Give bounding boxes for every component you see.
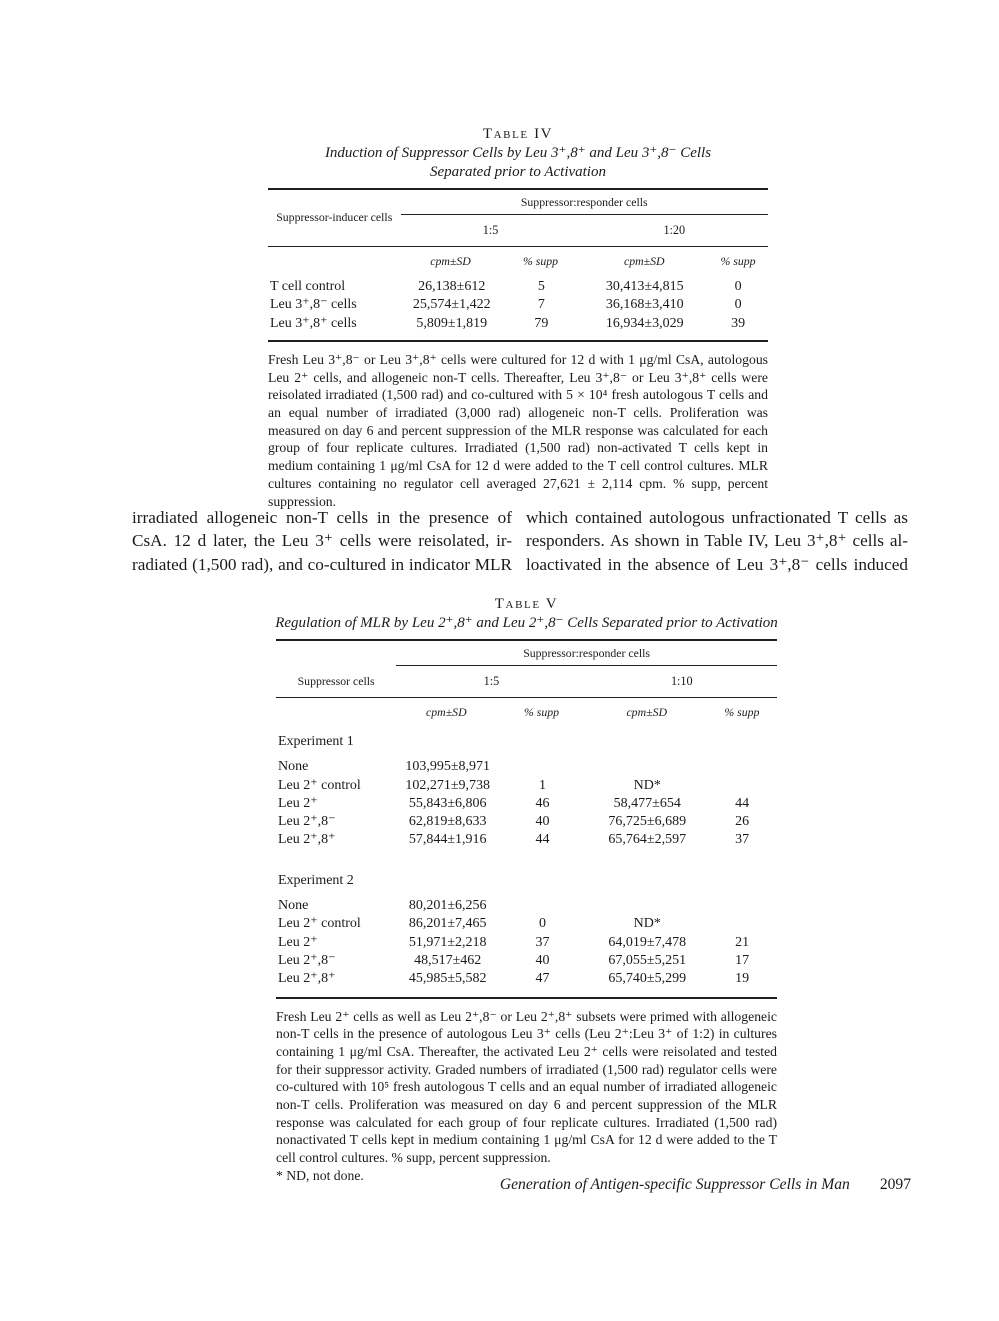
cell-cpm: ND* — [633, 916, 661, 932]
cell-supp: 46 — [535, 795, 550, 811]
cell-supp — [498, 897, 588, 915]
body-line: irradiated allogeneic non-T cells in the presence of — [132, 508, 512, 527]
body-line: radiated (1,500 rad), and co-cultured in indicator MLR — [132, 554, 512, 574]
cell-cpm: 5,809±1,819 — [416, 315, 488, 331]
table-v-colhead-supp-2: % supp — [724, 705, 760, 719]
table-v-colhead-empty — [276, 698, 396, 725]
experiment-1-label: Experiment 1 — [278, 734, 354, 749]
cell-cpm: 16,934±3,029 — [605, 315, 684, 331]
cell-cpm: 30,413±4,815 — [605, 279, 684, 294]
cell-cpm: 48,517±462 — [414, 952, 482, 968]
table-row — [268, 296, 768, 314]
table-v-section — [276, 596, 777, 1185]
cell-supp: 40 — [535, 814, 550, 830]
table-row — [276, 777, 777, 795]
cell-supp — [498, 758, 588, 776]
cell-supp: 44 — [735, 795, 750, 811]
table-v-colhead-cpm-1: cpm±SD — [426, 705, 467, 719]
body-line: loactivated in the absence of Leu 3⁺,8⁻ cells induced — [526, 554, 908, 574]
cell-cpm: 45,985±5,582 — [408, 971, 487, 987]
table-v-caption — [276, 596, 777, 633]
table-iv-label: Table IV — [482, 126, 554, 142]
table-row — [276, 915, 777, 933]
cell-cpm: 26,138±612 — [418, 279, 486, 294]
row-label: Leu 2⁺,8⁻ — [278, 814, 336, 830]
table-row — [276, 934, 777, 952]
cell-supp: 21 — [735, 934, 750, 950]
row-label: None — [278, 759, 309, 775]
cell-cpm: 103,995±8,971 — [405, 759, 490, 775]
table-iv-column-headers — [268, 247, 768, 274]
table-row — [276, 897, 777, 915]
table-iv-footnote: Fresh Leu 3⁺,8⁻ or Leu 3⁺,8⁺ cells were cultured for 12 d with 1 μg/ml CsA, autologous Leu 2⁺ cells, and allogeneic non-T cells. Thereafter, Leu 3⁺,8⁻ or Leu 3⁺,8⁺ cells were reisolated irradiated (1,500 rad) and co-cultured with 5 × 10⁴ fresh autologous T cells and an equal number of irradiated (3,000 rad) allogeneic non-T cells. Proliferation was measured on day 6 and percent suppression of the MLR response was calculated for each group of four replicate cultures. Irradiated (1,500 rad) non-activated T cells kept in medium containing 1 μg/ml CsA for 12 d were added to the T cell control cultures. MLR cultures containing no regulator cell averaged 27,621 ± 2,114 cpm. % supp, percent suppression. — [268, 351, 768, 509]
table-v-stub-header: Suppressor cells — [297, 673, 375, 688]
cell-supp: 39 — [731, 315, 746, 331]
cell-cpm: 102,271±9,738 — [405, 777, 490, 793]
body-line: CsA. 12 d later, the Leu 3⁺ cells were reisolated, ir- — [132, 531, 512, 551]
row-label: None — [278, 898, 309, 914]
cell-cpm: 36,168±3,410 — [605, 297, 684, 313]
body-text — [132, 506, 908, 576]
page-number: 2097 — [879, 1176, 911, 1193]
cell-cpm: 25,574±1,422 — [412, 297, 491, 313]
experiment-2-label: Experiment 2 — [278, 872, 354, 888]
table-row — [276, 813, 777, 831]
table-v-header — [276, 641, 777, 697]
cell-supp: 37 — [535, 934, 550, 950]
table-v-colhead-supp-1: % supp — [523, 705, 560, 719]
cell-supp: 19 — [735, 971, 750, 987]
table-v-footnote: Fresh Leu 2⁺ cells as well as Leu 2⁺,8⁻ or Leu 2⁺,8⁺ subsets were primed with allogeneic non-T cells in the presence of autologous Leu 3⁺ cells (Leu 2⁺:Leu 3⁺ of 1:2) in cultures containing 1 μg/ml CsA. Thereafter, the activated Leu 2⁺ cells were reisolated and tested for their suppressor activity. Graded numbers of irradiated (1,500 rad) regulator cells were co-cultured with 10⁵ fresh autologous T cells and an equal number of irradiated allogeneic non-T cells. Proliferation was measured on day 6 and percent suppression of the MLR response was calculated for each group of four replicate cultures. Irradiated (1,500 rad) nonactivated T cells kept in medium containing 1 μg/ml CsA for 12 d were added to the T cell control cultures. % supp, percent suppression. — [276, 1008, 777, 1166]
cell-supp: 0 — [734, 297, 742, 313]
table-v-column-headers — [276, 698, 777, 725]
cell-cpm: 65,740±5,299 — [608, 971, 687, 987]
row-label: Leu 2⁺ — [278, 795, 318, 811]
table-iv-colhead-empty — [268, 247, 401, 274]
table-iv-colhead-supp-2: % supp — [720, 254, 756, 268]
row-label: Leu 2⁺ control — [278, 777, 361, 793]
table-iv-colhead-cpm-1: cpm±SD — [430, 254, 471, 268]
table-v-label: Table V — [494, 596, 559, 612]
cell-supp: 40 — [535, 952, 550, 968]
cell-supp: 7 — [537, 297, 545, 313]
cell-cpm: 55,843±6,806 — [408, 795, 487, 811]
cell-cpm: ND* — [633, 777, 661, 793]
cell-cpm: 86,201±7,465 — [408, 916, 487, 932]
table-iv-span-header: Suppressor:responder cells — [401, 190, 769, 215]
table-row — [268, 315, 768, 333]
table-iv-ratio-row — [401, 215, 769, 246]
cell-cpm: 65,764±2,597 — [608, 832, 687, 848]
cell-supp — [707, 915, 777, 933]
page-footer — [133, 1176, 911, 1194]
row-label: Leu 3⁺,8⁺ cells — [270, 315, 357, 331]
body-column-left — [132, 506, 512, 576]
table-iv-section — [268, 126, 768, 510]
table-iv-colhead-supp-1: % supp — [522, 254, 559, 268]
row-label: Leu 2⁺ control — [278, 916, 361, 932]
table-v-ratio-row — [396, 666, 777, 697]
table-iv — [268, 188, 768, 342]
cell-supp: 1 — [538, 777, 546, 793]
cell-cpm: 76,725±6,689 — [608, 814, 687, 830]
table-v-ratio-1-10: 1:10 — [670, 674, 693, 688]
table-v-title: Regulation of MLR by Leu 2⁺,8⁺ and Leu 2⁺,8⁻ Cells Separated prior to Activation — [275, 615, 778, 631]
table-row — [276, 831, 777, 849]
table-row — [276, 758, 777, 776]
cell-supp: 26 — [735, 814, 750, 830]
cell-supp: 79 — [534, 315, 549, 331]
table-row — [276, 952, 777, 970]
body-line: responders. As shown in Table IV, Leu 3⁺,8⁺ cells al- — [526, 531, 908, 551]
row-label: Leu 2⁺,8⁻ — [278, 952, 336, 968]
row-label: Leu 2⁺ — [278, 934, 318, 950]
cell-cpm: 64,019±7,478 — [608, 934, 687, 950]
table-iv-ratio-1-5: 1:5 — [482, 223, 499, 237]
cell-supp: 47 — [535, 971, 550, 987]
cell-cpm: 58,477±654 — [613, 795, 681, 811]
row-label: Leu 3⁺,8⁻ cells — [270, 297, 357, 313]
cell-supp — [707, 897, 777, 915]
table-iv-header-right — [401, 190, 769, 246]
cell-supp: 0 — [538, 916, 546, 932]
cell-cpm — [587, 897, 707, 915]
table-iv-stub-header: Suppressor-inducer cells — [276, 210, 393, 225]
table-row — [268, 278, 768, 296]
table-row — [276, 795, 777, 813]
cell-cpm: 51,971±2,218 — [408, 934, 487, 950]
table-row — [276, 970, 777, 988]
table-v-footnote-nd: * ND, not done. — [276, 1167, 364, 1183]
body-line: which contained autologous unfractionated T cells as — [526, 508, 908, 527]
cell-supp — [707, 777, 777, 795]
table-v-span-header: Suppressor:responder cells — [396, 641, 777, 666]
cell-supp: 17 — [735, 952, 750, 968]
cell-cpm — [587, 758, 707, 776]
cell-supp — [707, 758, 777, 776]
cell-supp: 5 — [537, 279, 545, 294]
table-v-colhead-cpm-2: cpm±SD — [626, 705, 667, 719]
cell-cpm: 57,844±1,916 — [408, 832, 487, 848]
table-v — [276, 639, 777, 999]
table-iv-header — [268, 190, 768, 246]
cell-supp: 0 — [734, 279, 742, 294]
table-v-ratio-1-5: 1:5 — [483, 674, 500, 688]
row-label: T cell control — [270, 279, 346, 294]
cell-cpm: 67,055±5,251 — [608, 952, 687, 968]
cell-supp: 37 — [735, 832, 750, 848]
table-v-header-right — [396, 641, 777, 697]
cell-cpm: 80,201±6,256 — [408, 898, 487, 914]
running-title: Generation of Antigen-specific Suppressor Cells in Man — [499, 1176, 850, 1193]
row-label: Leu 2⁺,8⁺ — [278, 832, 336, 848]
table-iv-title-line2: Separated prior to Activation — [430, 164, 606, 180]
table-iv-title-line1: Induction of Suppressor Cells by Leu 3⁺,8⁺ and Leu 3⁺,8⁻ Cells — [324, 145, 712, 161]
cell-cpm: 62,819±8,633 — [408, 814, 487, 830]
cell-supp: 44 — [535, 832, 550, 848]
table-iv-caption — [268, 126, 768, 182]
body-column-right — [526, 506, 908, 576]
row-label: Leu 2⁺,8⁺ — [278, 971, 336, 987]
table-iv-ratio-1-20: 1:20 — [663, 223, 686, 237]
table-iv-colhead-cpm-2: cpm±SD — [623, 254, 665, 268]
